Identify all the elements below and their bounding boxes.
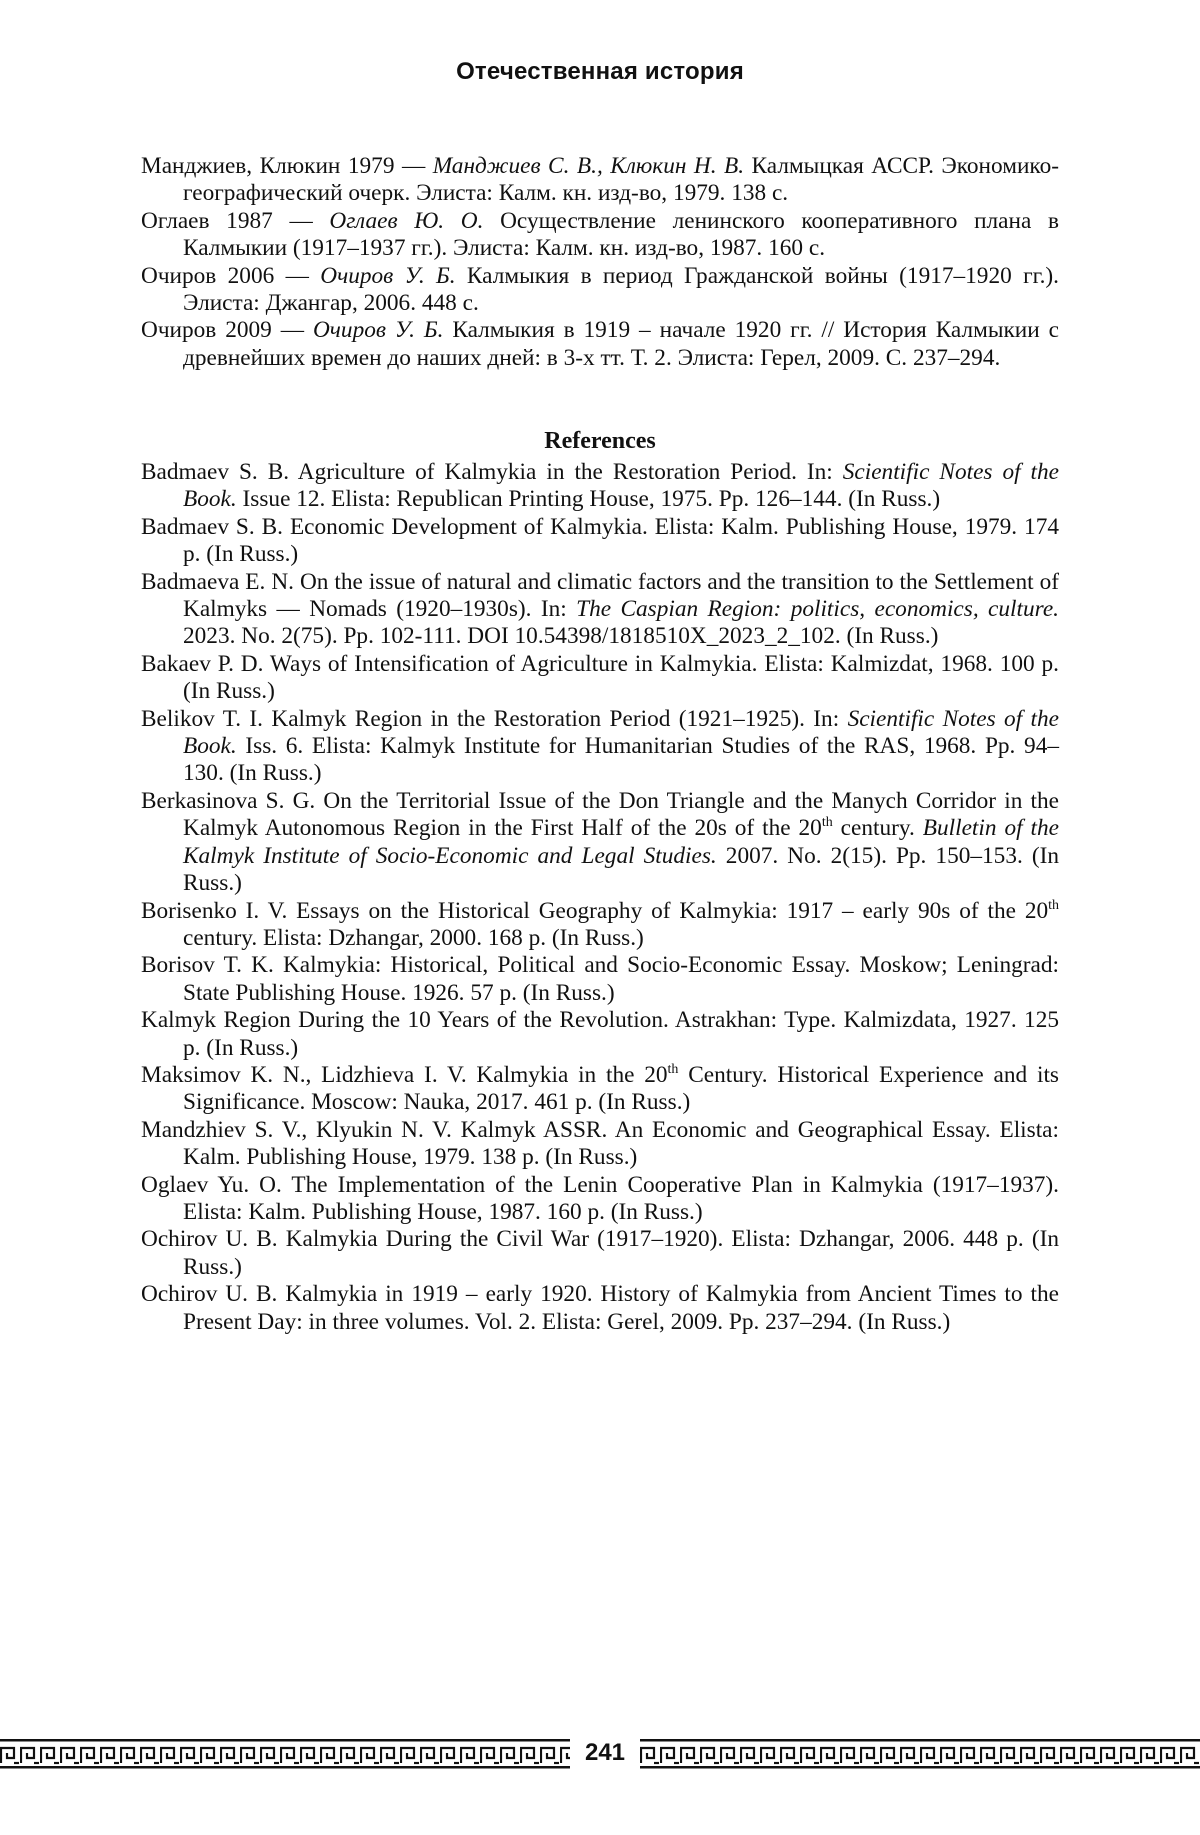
reference-entry: Оглаев 1987 — Оглаев Ю. О. Осуществление ленинского кооперативного плана в Калмыкии (1917–1937 гг.). Элиста: Калм. кн. изд-во, 1987. 160 с. — [141, 207, 1059, 262]
greek-key-ornament-left — [0, 1737, 570, 1771]
running-head: Отечественная история — [456, 58, 744, 85]
reference-entry: Badmaev S. B. Economic Development of Kalmykia. Elista: Kalm. Publishing House, 1979. 174 p. (In Russ.) — [141, 513, 1059, 568]
reference-entry: Ochirov U. B. Kalmykia During the Civil War (1917–1920). Elista: Dzhangar, 2006. 448 p. (In Russ.) — [141, 1226, 1059, 1280]
reference-entry: Badmaev S. B. Agriculture of Kalmykia in the Restoration Period. In: Scientific Notes of the Book. Issue 12. Elista: Republican Printing House, 1975. Pp. 126–144. (In Russ.) — [141, 459, 1060, 513]
english-references — [141, 459, 1059, 1336]
reference-entry: Oglaev Yu. O. The Implementation of the Lenin Cooperative Plan in Kalmykia (1917–1937). Elista: Kalm. Publishing House, 1987. 160 p. (In Russ.) — [141, 1171, 1059, 1225]
reference-entry: Очиров 2009 — Очиров У. Б. Калмыкия в 1919 – начале 1920 гг. // История Калмыкии с древнейших времен до наших дней: в 3-х тт. Т. 2. Элиста: Герел, 2009. С. 237–294. — [141, 317, 1060, 371]
reference-entry: Maksimov K. N., Lidzhieva I. V. Kalmykia in the 20th Century. Historical Experience and its Significance. Moscow: Nauka, 2017. 461 p. (In Russ.) — [141, 1061, 1059, 1116]
reference-entry: Belikov T. I. Kalmyk Region in the Restoration Period (1921–1925). In: Scientific Notes of the Book. Iss. 6. Elista: Kalmyk Institute for Humanitarian Studies of the RAS, 1968. Pp. 94–130. (In Russ.) — [141, 705, 1060, 787]
reference-entry: Манджиев, Клюкин 1979 — Манджиев С. В., Клюкин Н. В. Калмыцкая АССР. Экономико-географический очерк. Элиста: Калм. кн. изд-во, 1979. 138 с. — [141, 153, 1059, 207]
reference-entry: Badmaeva E. N. On the issue of natural and climatic factors and the transition to the Settlement of Kalmyks — Nomads (1920–1930s). In: The Caspian Region: politics, economics, culture. 2023. No. 2(75). Pp. 102-111. DOI 10.54398/1818510X_2023_2_102. (In Russ.) — [141, 568, 1059, 650]
page-number: 241 — [584, 1739, 626, 1766]
reference-entry: Ochirov U. B. Kalmykia in 1919 – early 1920. History of Kalmykia from Ancient Times to the Present Day: in three volumes. Vol. 2. Elista: Gerel, 2009. Pp. 237–294. (In Russ.) — [141, 1281, 1059, 1335]
reference-entry: Очиров 2006 — Очиров У. Б. Калмыкия в период Гражданской войны (1917–1920 гг.). Элиста: Джангар, 2006. 448 с. — [141, 262, 1059, 317]
reference-entry: Kalmyk Region During the 10 Years of the Revolution. Astrakhan: Type. Kalmizdata, 1927. 125 p. (In Russ.) — [141, 1007, 1059, 1061]
references-heading: References — [544, 428, 656, 454]
greek-key-ornament-right — [640, 1737, 1200, 1771]
reference-entry: Berkasinova S. G. On the Territorial Issue of the Don Triangle and the Manych Corridor in the Kalmyk Autonomous Region in the First Half of the 20s of the 20th century. Bulletin of the Kalmyk Institute of Socio-Economic and Legal Studies. 2007. No. 2(15). Pp. 150–153. (In Russ.) — [141, 787, 1060, 897]
page-footer — [0, 1737, 1200, 1771]
russian-bibliography — [141, 153, 1059, 372]
reference-entry: Mandzhiev S. V., Klyukin N. V. Kalmyk ASSR. An Economic and Geographical Essay. Elista: Kalm. Publishing House, 1979. 138 p. (In Russ.) — [141, 1116, 1059, 1171]
reference-entry: Bakaev P. D. Ways of Intensification of Agriculture in Kalmykia. Elista: Kalmizdat, 1968. 100 p. (In Russ.) — [141, 650, 1059, 705]
reference-entry: Borisenko I. V. Essays on the Historical Geography of Kalmykia: 1917 – early 90s of the 20th century. Elista: Dzhangar, 2000. 168 p. (In Russ.) — [141, 897, 1059, 951]
reference-entry: Borisov T. K. Kalmykia: Historical, Political and Socio-Economic Essay. Moskow; Leningrad: State Publishing House. 1926. 57 p. (In Russ.) — [141, 952, 1059, 1006]
